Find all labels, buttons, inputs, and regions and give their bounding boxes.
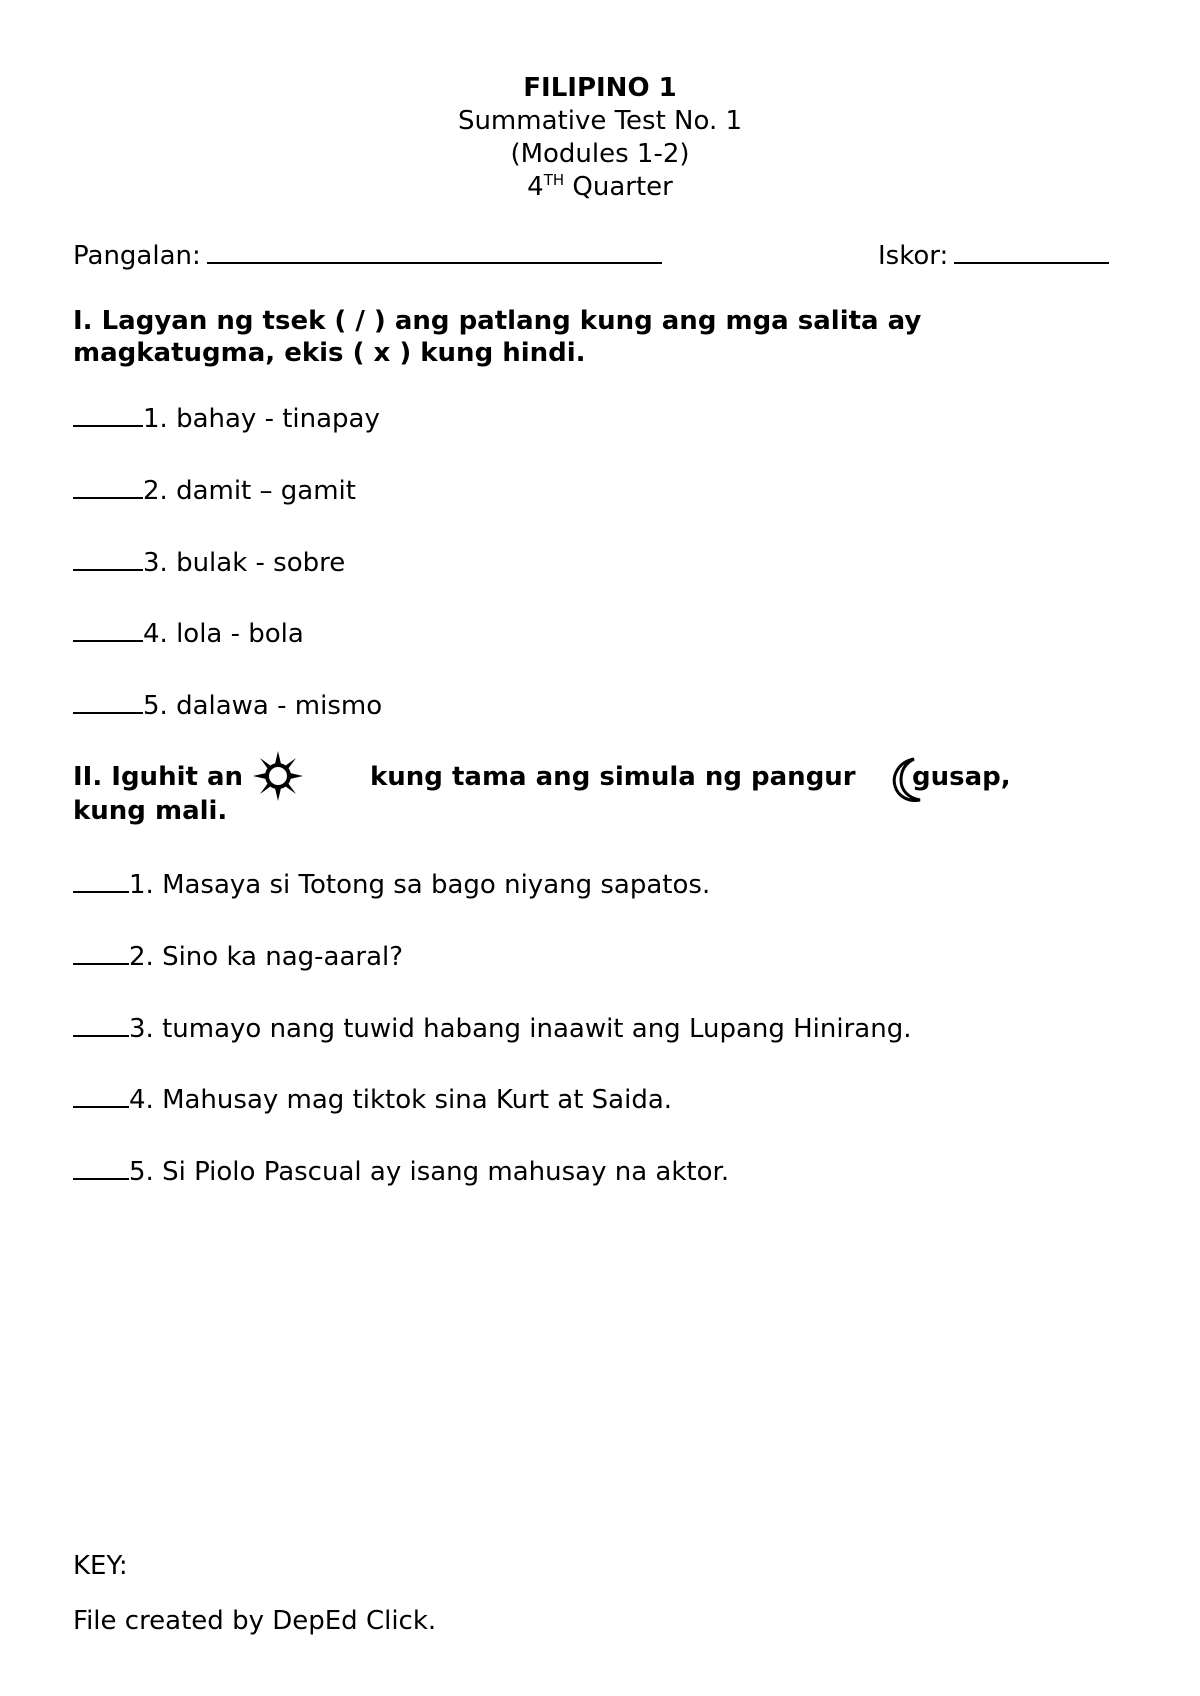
item-text: 3. tumayo nang tuwid habang inaawit ang Lupang Hinirang. — [129, 1014, 912, 1044]
quarter-number: 4 — [527, 172, 544, 202]
worksheet-quarter — [0, 171, 1200, 204]
section1-item — [73, 616, 304, 650]
answer-blank[interactable] — [73, 1011, 129, 1037]
section1-item — [73, 545, 345, 579]
sun-icon — [252, 750, 304, 802]
item-text: 4. lola - bola — [143, 619, 304, 649]
section1-title-line2: magkatugma, ekis ( x ) kung hindi. — [73, 338, 586, 368]
credit-line: File created by DepEd Click. — [73, 1606, 437, 1636]
answer-blank[interactable] — [73, 1082, 129, 1108]
score-blank[interactable] — [954, 238, 1109, 264]
item-text: 3. bulak - sobre — [143, 548, 346, 578]
item-text: 2. damit – gamit — [143, 476, 356, 506]
worksheet-subtitle: Summative Test No. 1 — [457, 106, 743, 136]
quarter-label: Quarter — [572, 172, 673, 202]
section2-item — [73, 1154, 729, 1188]
section2-title-part1: II. Iguhit an — [73, 762, 244, 792]
item-text: 5. Si Piolo Pascual ay isang mahusay na aktor. — [129, 1157, 730, 1187]
worksheet-modules: (Modules 1-2) — [510, 139, 690, 169]
section1-item — [73, 473, 356, 507]
key-label: KEY: — [73, 1551, 128, 1581]
section1-item — [73, 688, 382, 722]
name-label: Pangalan: — [73, 241, 201, 271]
section2-title-part2: kung tama ang simula ng pangur — [370, 762, 856, 792]
worksheet-title: FILIPINO 1 — [523, 73, 677, 103]
item-text: 4. Mahusay mag tiktok sina Kurt at Saida. — [129, 1085, 673, 1115]
worksheet-header — [0, 72, 1200, 204]
answer-blank[interactable] — [73, 545, 143, 571]
section2-item — [73, 867, 710, 901]
score-label: Iskor: — [878, 241, 949, 271]
item-text: 1. bahay - tinapay — [143, 404, 380, 434]
answer-blank[interactable] — [73, 1154, 129, 1180]
item-text: 2. Sino ka nag-aaral? — [129, 942, 404, 972]
item-text: 5. dalawa - mismo — [143, 691, 383, 721]
section2-item — [73, 1011, 911, 1045]
answer-blank[interactable] — [73, 473, 143, 499]
section1-item — [73, 401, 380, 435]
answer-blank[interactable] — [73, 401, 143, 427]
section2-item — [73, 939, 403, 973]
section2-item — [73, 1082, 672, 1116]
section2-title-line2: kung mali. — [73, 796, 228, 826]
item-text: 1. Masaya si Totong sa bago niyang sapatos. — [129, 870, 711, 900]
answer-blank[interactable] — [73, 688, 143, 714]
section2-title-part3: gusap, — [912, 762, 1011, 792]
answer-blank[interactable] — [73, 616, 143, 642]
name-blank[interactable] — [207, 238, 662, 264]
name-field — [73, 238, 662, 272]
answer-blank[interactable] — [73, 867, 129, 893]
score-field — [878, 238, 1109, 272]
quarter-suffix: TH — [543, 171, 565, 189]
moon-icon — [886, 756, 926, 804]
section1-title-line1: I. Lagyan ng tsek ( / ) ang patlang kung ang mga salita ay — [73, 306, 922, 336]
answer-blank[interactable] — [73, 939, 129, 965]
